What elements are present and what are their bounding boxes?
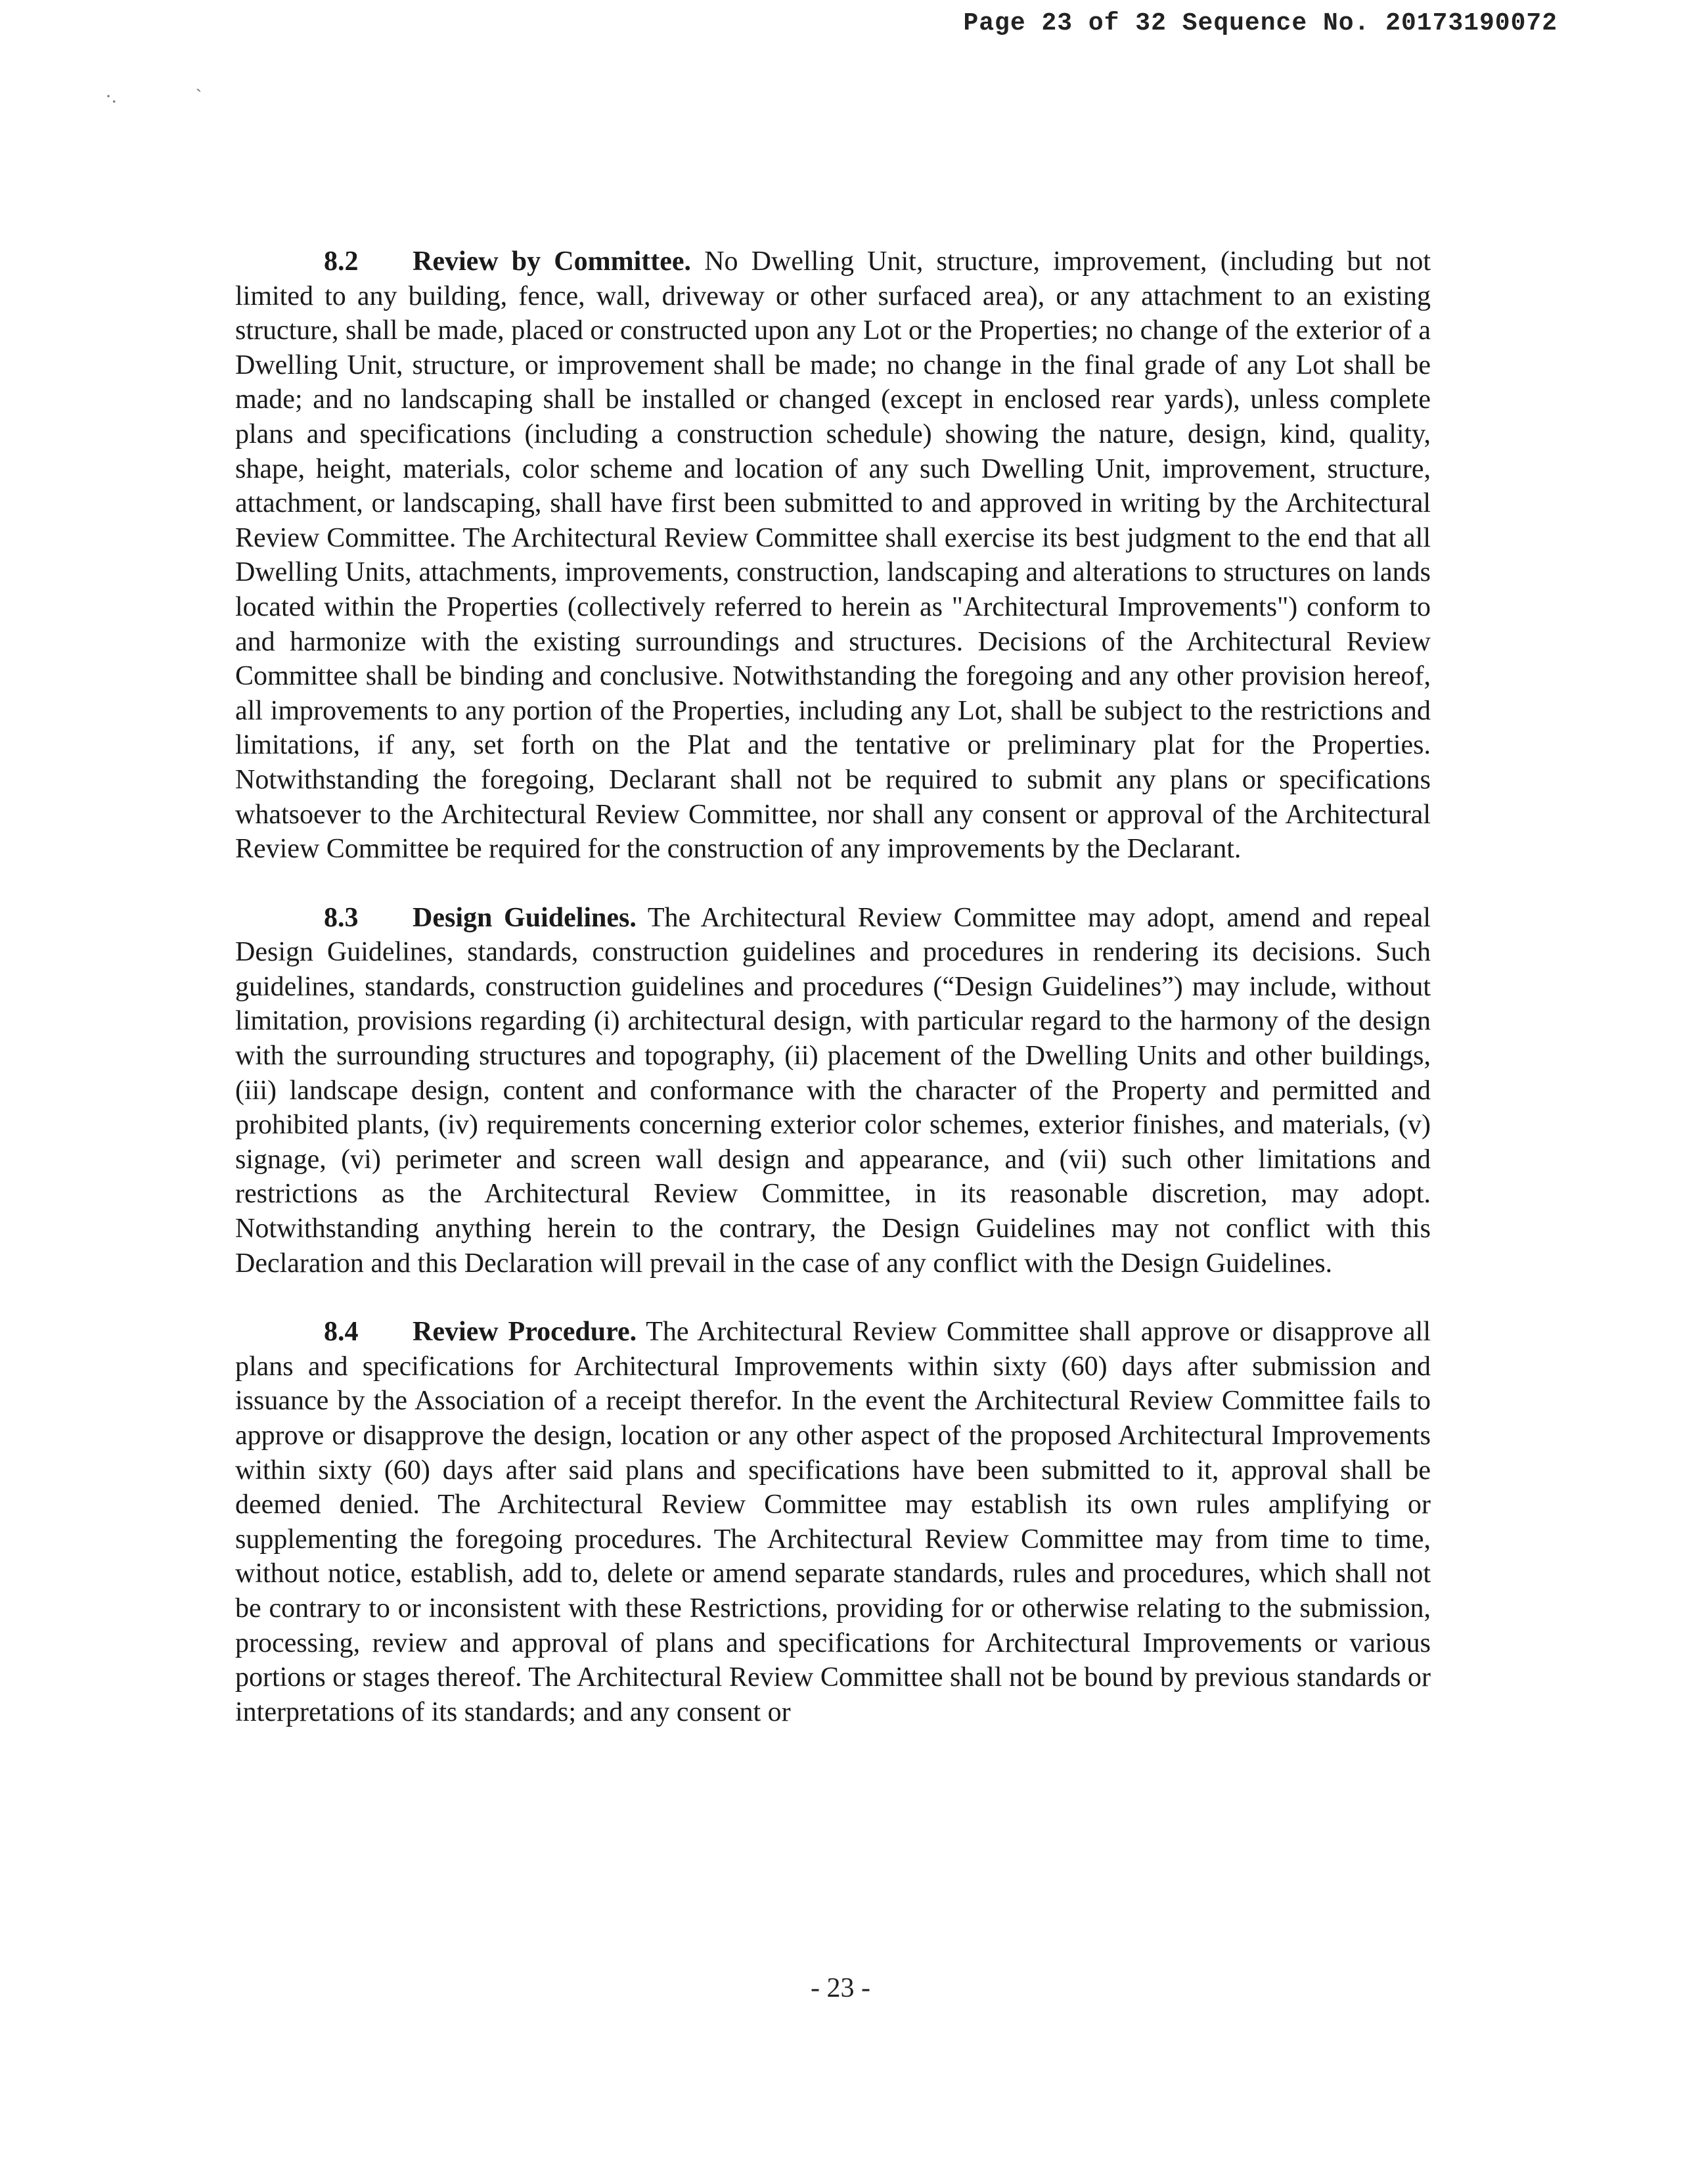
section-8-3	[235, 901, 1431, 1281]
document-body	[235, 244, 1431, 1763]
section-heading: Review Procedure.	[413, 1317, 637, 1348]
page-header: Page 23 of 32 Sequence No. 20173190072	[963, 9, 1558, 37]
section-text: No Dwelling Unit, structure, improvement, (including but not limited to any building, fence, wall, driveway or other surfaced area), or any attachment to an existing structure, shall be made, placed or constructed upon any Lot or the Properties; no change of the exterior of a Dwelling Unit, structure, or improvement shall be made; no change in the final grade of any Lot shall be made; and no landscaping shall be installed or changed (except in enclosed rear yards), unless complete plans and specifications (including a construction schedule) showing the nature, design, kind, quality, shape, height, materials, color scheme and location of any such Dwelling Unit, improvement, structure, attachment, or landscaping, shall have first been submitted to and approved in writing by the Architectural Review Committee. The Architectural Review Committee shall exercise its best judgment to the end that all Dwelling Units, attachments, improvements, construction, landscaping and alterations to structures on lands located within the Properties (collectively referred to herein as "Architectural Improvements") conform to and harmonize with the existing surroundings and structures. Decisions of the Architectural Review Committee shall be binding and conclusive. Notwithstanding the foregoing and any other provision hereof, all improvements to any portion of the Properties, including any Lot, shall be subject to the restrictions and limitations, if any, set forth on the Plat and the tentative or preliminary plat for the Properties. Notwithstanding the foregoing, Declarant shall not be required to submit any plans or specifications whatsoever to the Architectural Review Committee, nor shall any consent or approval of the Architectural Review Committee be required for the construction of any improvements by the Declarant.	[235, 246, 1431, 865]
section-heading: Design Guidelines.	[413, 902, 637, 933]
section-number: 8.3	[324, 902, 359, 933]
section-heading: Review by Committee.	[413, 246, 692, 277]
section-number: 8.4	[324, 1317, 359, 1348]
scan-specks: ·. `	[105, 85, 202, 107]
section-8-2	[235, 244, 1431, 867]
section-text: The Architectural Review Committee shall approve or disapprove all plans and specifications for Architectural Improvements within sixty (60) days after submission and issuance by the Association of a receipt therefor. In the event the Architectural Review Committee fails to approve or disapprove the design, location or any other aspect of the proposed Architectural Improvements within sixty (60) days after said plans and specifications have been submitted to it, approval shall be deemed denied. The Architectural Review Committee may establish its own rules amplifying or supplementing the foregoing procedures. The Architectural Review Committee may from time to time, without notice, establish, add to, delete or amend separate standards, rules and procedures, which shall not be contrary to or inconsistent with these Restrictions, providing for or otherwise relating to the submission, processing, review and approval of plans and specifications for Architectural Improvements or various portions or stages thereof. The Architectural Review Committee shall not be bound by previous standards or interpretations of its standards; and any consent or	[235, 1317, 1431, 1727]
section-number: 8.2	[324, 246, 359, 277]
section-8-4	[235, 1315, 1431, 1729]
section-text: The Architectural Review Committee may adopt, amend and repeal Design Guidelines, standards, construction guidelines and procedures in rendering its decisions. Such guidelines, standards, construction guidelines and procedures (“Design Guidelines”) may include, without limitation, provisions regarding (i) architectural design, with particular regard to the harmony of the design with the surrounding structures and topography, (ii) placement of the Dwelling Units and other buildings, (iii) landscape design, content and conformance with the character of the Property and permitted and prohibited plants, (iv) requirements concerning exterior color schemes, exterior finishes, and materials, (v) signage, (vi) perimeter and screen wall design and appearance, and (vii) such other limitations and restrictions as the Architectural Review Committee, in its reasonable discretion, may adopt. Notwithstanding anything herein to the contrary, the Design Guidelines may not conflict with this Declaration and this Declaration will prevail in the case of any conflict with the Design Guidelines.	[235, 902, 1431, 1279]
page-footer: - 23 -	[811, 1973, 870, 2003]
